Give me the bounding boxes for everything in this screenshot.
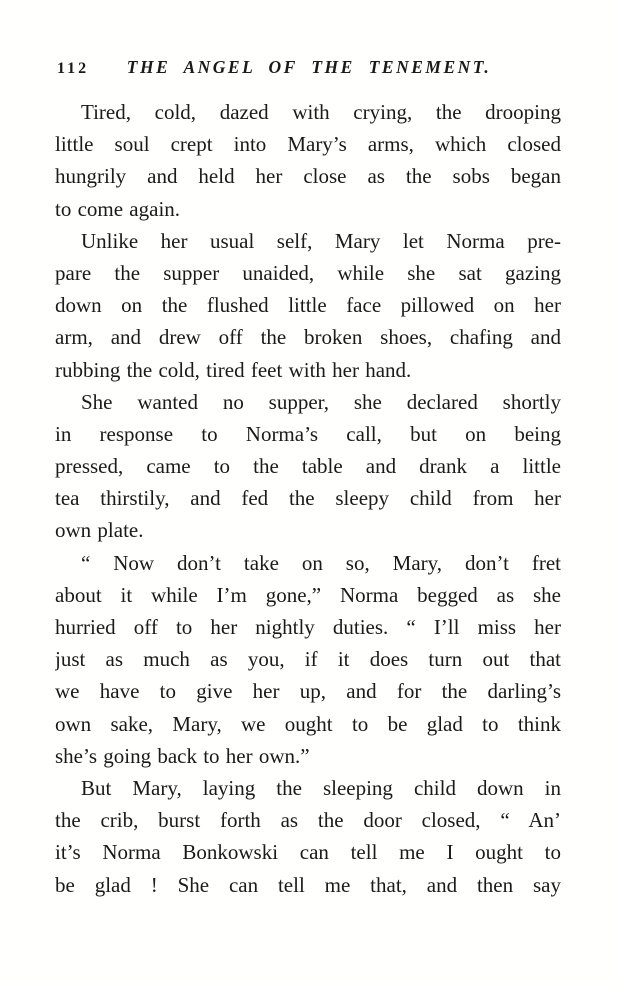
text-line: to come again. xyxy=(55,196,181,221)
text-line: rubbing the cold, tired feet with her hand. xyxy=(55,357,412,382)
text-line: pressed, came to the table and drank a little xyxy=(55,454,561,479)
text-line: own plate. xyxy=(55,518,144,543)
text-line: the crib, burst forth as the door closed, “ An’ xyxy=(55,808,561,833)
text-line: pare the supper unaided, while she sat gazing xyxy=(55,260,561,285)
text-line: in response to Norma’s call, but on being xyxy=(55,421,561,446)
text-line: hurried off to her nightly duties. “ I’ll miss her xyxy=(55,615,561,639)
text-line: it’s Norma Bonkowski can tell me I ought to xyxy=(55,840,561,865)
text-line: tea thirstily, and fed the sleepy child from her xyxy=(55,486,561,511)
text-line: own sake, Mary, we ought to be glad to think xyxy=(55,711,561,736)
text-line: about it while I’m gone,” Norma begged as she xyxy=(55,582,561,607)
text-line: But Mary, laying the sleeping child down in xyxy=(81,775,561,800)
page-number: 112 xyxy=(57,60,90,77)
paragraph xyxy=(55,96,561,225)
text-line: she’s going back to her own.” xyxy=(55,743,310,768)
running-title: THE ANGEL OF THE TENEMENT. xyxy=(126,57,492,77)
text-line: little soul crept into Mary’s arms, which closed xyxy=(55,132,561,157)
text-line: we have to give her up, and for the darling’s xyxy=(55,679,561,704)
paragraph xyxy=(55,547,561,772)
text-line: just as much as you, if it does turn out that xyxy=(55,647,561,672)
text-line: Unlike her usual self, Mary let Norma pre- xyxy=(81,228,561,253)
text-line: down on the flushed little face pillowed on her xyxy=(55,293,561,318)
text-line: be glad ! She can tell me that, and then say xyxy=(55,872,561,897)
text-line: “ Now don’t take on so, Mary, don’t fret xyxy=(81,550,561,575)
text-line: arm, and drew off the broken shoes, chafing and xyxy=(55,325,561,350)
page-header xyxy=(0,57,618,83)
paragraph xyxy=(55,225,561,386)
text-line: She wanted no supper, she declared shortly xyxy=(81,389,561,414)
text-block xyxy=(55,96,561,901)
paragraph xyxy=(55,772,561,901)
paragraph xyxy=(55,386,561,547)
text-line: Tired, cold, dazed with crying, the drooping xyxy=(81,100,561,124)
text-line: hungrily and held her close as the sobs began xyxy=(55,164,561,189)
